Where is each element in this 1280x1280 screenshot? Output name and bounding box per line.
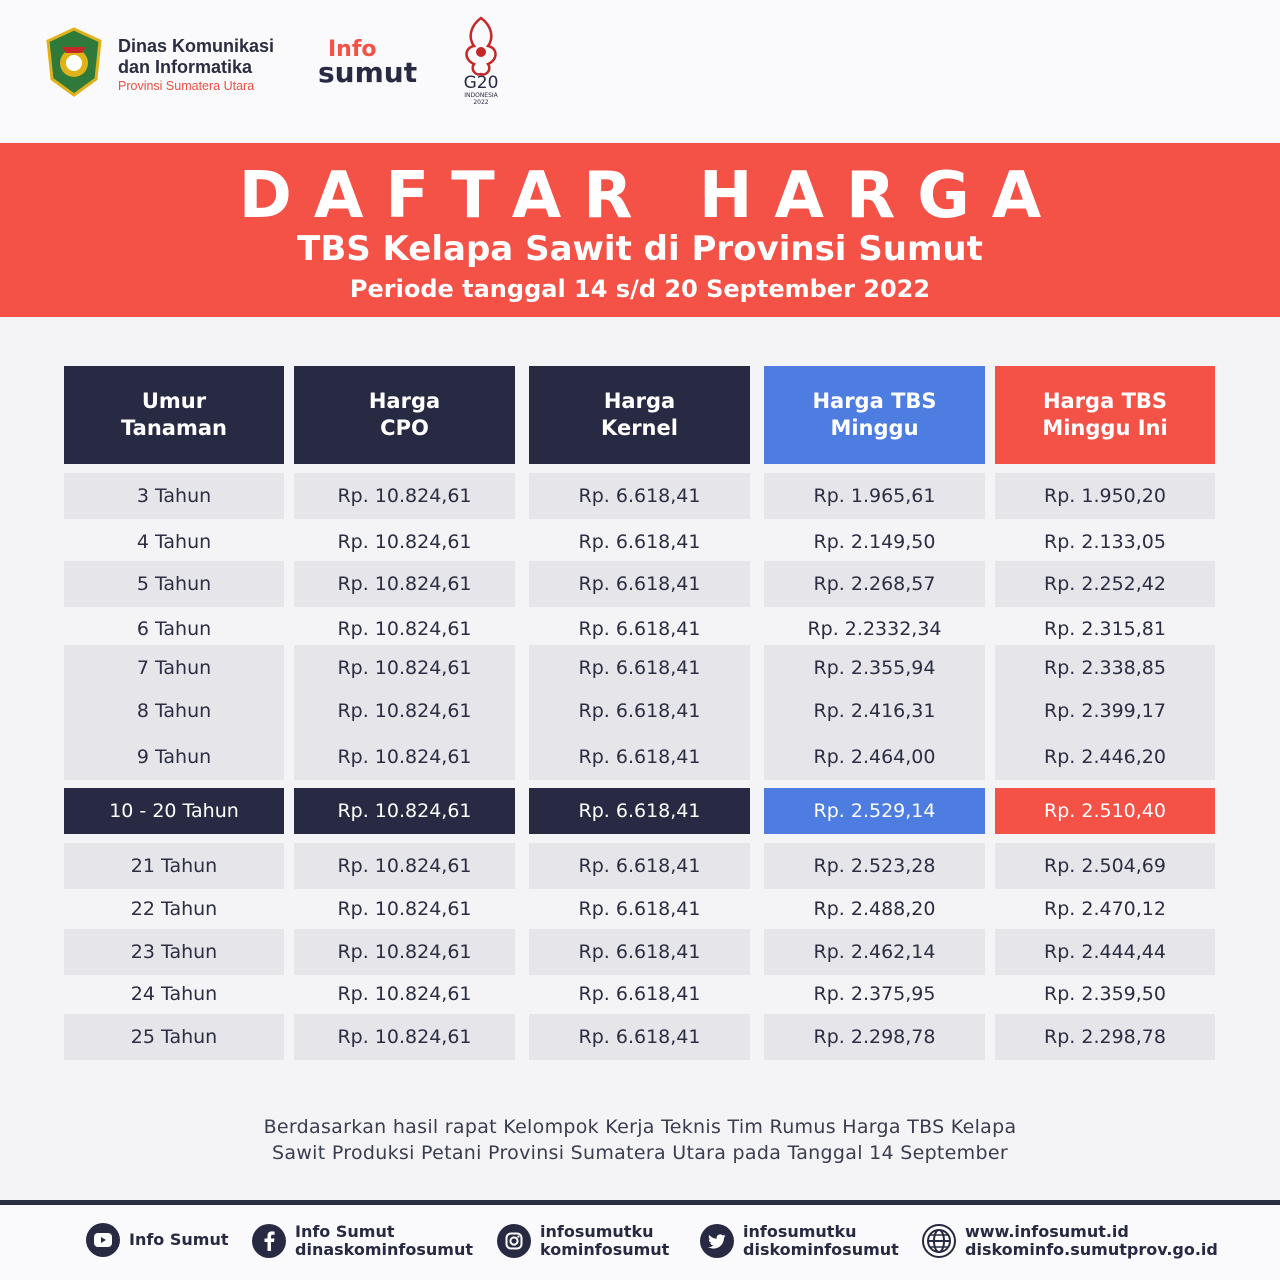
table-cell: Rp. 2.315,81 xyxy=(1044,618,1166,640)
table-cell: Rp. 6.618,41 xyxy=(578,531,701,553)
footer-facebook[interactable] xyxy=(252,1223,473,1259)
table-cell: Rp. 6.618,41 xyxy=(529,688,750,734)
facebook-icon xyxy=(252,1224,286,1258)
footer-youtube[interactable] xyxy=(86,1223,229,1257)
source-note-line1: Berdasarkan hasil rapat Kelompok Kerja Teknis Tim Rumus Harga TBS Kelapa xyxy=(263,1116,1017,1138)
g20-logo xyxy=(450,14,512,106)
source-note-line2: Sawit Produksi Petani Provinsi Sumatera Utara pada Tanggal 14 September xyxy=(272,1142,1008,1164)
table-row xyxy=(60,473,1216,519)
table-row xyxy=(60,788,1216,834)
table-cell: Rp. 6.618,41 xyxy=(578,983,701,1005)
table-cell: Rp. 2.488,20 xyxy=(813,898,936,920)
source-note xyxy=(0,1114,1280,1166)
organization-name xyxy=(118,36,274,93)
table-cell: Rp. 6.618,41 xyxy=(529,929,750,975)
footer-website-line2: diskominfo.sumutprov.go.id xyxy=(965,1240,1218,1259)
table-cell: Rp. 10.824,61 xyxy=(337,983,472,1005)
table-row xyxy=(60,688,1216,734)
footer-twitter[interactable] xyxy=(700,1223,899,1259)
header xyxy=(0,0,1280,142)
table-header xyxy=(60,366,1216,466)
table-cell: Rp. 2.375,95 xyxy=(813,983,936,1005)
header-harga-tbs-minggu: Harga TBS Minggu xyxy=(764,366,985,464)
footer-instagram[interactable] xyxy=(497,1223,669,1259)
table-row xyxy=(60,645,1216,691)
org-name-line2: dan Informatika xyxy=(118,57,253,77)
table-cell: Rp. 1.950,20 xyxy=(995,473,1215,519)
table-cell: 21 Tahun xyxy=(64,843,284,889)
footer-twitter-line2: diskominfosumut xyxy=(743,1240,899,1259)
footer-instagram-line1: infosumutku xyxy=(540,1222,654,1241)
table-cell: Rp. 6.618,41 xyxy=(529,473,750,519)
banner-period: Periode tanggal 14 s/d 20 September 2022 xyxy=(349,275,931,303)
table-cell: Rp. 10.824,61 xyxy=(294,734,515,780)
table-cell: Rp. 10.824,61 xyxy=(294,1014,515,1060)
table-cell: Rp. 10.824,61 xyxy=(337,618,472,640)
banner-subtitle: TBS Kelapa Sawit di Provinsi Sumut xyxy=(297,229,983,269)
table-row xyxy=(60,886,1216,932)
table-cell: 4 Tahun xyxy=(136,531,212,553)
svg-text:G20: G20 xyxy=(463,73,499,93)
footer-facebook-text xyxy=(295,1223,473,1259)
footer-twitter-text xyxy=(743,1223,899,1259)
table-cell: Rp. 10.824,61 xyxy=(337,531,472,553)
table-cell: Rp. 10.824,61 xyxy=(337,898,472,920)
table-cell: Rp. 2.523,28 xyxy=(764,843,985,889)
youtube-icon xyxy=(86,1223,120,1257)
table-cell: Rp. 2.529,14 xyxy=(764,788,985,834)
footer-youtube-label: Info Sumut xyxy=(129,1230,229,1249)
table-cell: Rp. 1.965,61 xyxy=(764,473,985,519)
footer-facebook-line2: dinaskominfosumut xyxy=(295,1240,473,1259)
instagram-icon xyxy=(497,1224,531,1258)
table-cell: Rp. 2.359,50 xyxy=(1044,983,1166,1005)
footer-instagram-line2: kominfosumut xyxy=(540,1240,670,1259)
table-cell: Rp. 2.416,31 xyxy=(764,688,985,734)
footer-facebook-line1: Info Sumut xyxy=(295,1222,395,1241)
provincial-emblem-icon xyxy=(44,27,104,97)
header-harga-cpo: Harga CPO xyxy=(294,366,515,464)
table-cell: Rp. 10.824,61 xyxy=(294,788,515,834)
table-cell: Rp. 10.824,61 xyxy=(294,645,515,691)
table-cell: Rp. 2.298,78 xyxy=(995,1014,1215,1060)
table-cell: Rp. 2.399,17 xyxy=(995,688,1215,734)
table-cell: Rp. 10.824,61 xyxy=(294,843,515,889)
table-cell: Rp. 2.444,44 xyxy=(995,929,1215,975)
table-row xyxy=(60,519,1216,565)
table-cell: 6 Tahun xyxy=(136,618,212,640)
table-cell: Rp. 2.446,20 xyxy=(995,734,1215,780)
org-name-line1: Dinas Komunikasi xyxy=(118,36,275,56)
header-umur-tanaman: Umur Tanaman xyxy=(64,366,284,464)
table-cell: 5 Tahun xyxy=(64,561,284,607)
org-province: Provinsi Sumatera Utara xyxy=(118,79,255,93)
table-row xyxy=(60,843,1216,889)
table-cell: Rp. 6.618,41 xyxy=(529,1014,750,1060)
table-cell: 7 Tahun xyxy=(64,645,284,691)
svg-text:INDONESIA: INDONESIA xyxy=(464,92,498,99)
table-cell: 22 Tahun xyxy=(130,898,218,920)
footer-website-line1: www.infosumut.id xyxy=(965,1222,1129,1241)
table-cell: Rp. 10.824,61 xyxy=(294,473,515,519)
footer-website[interactable] xyxy=(922,1223,1218,1259)
table-cell: Rp. 2.252,42 xyxy=(995,561,1215,607)
globe-icon xyxy=(922,1224,956,1258)
table-row xyxy=(60,1014,1216,1060)
table-row xyxy=(60,734,1216,780)
table-cell: Rp. 6.618,41 xyxy=(529,788,750,834)
table-cell: Rp. 10.824,61 xyxy=(294,929,515,975)
svg-text:Info: Info xyxy=(328,37,377,62)
table-row xyxy=(60,929,1216,975)
table-cell: Rp. 2.462,14 xyxy=(764,929,985,975)
footer-twitter-line1: infosumutku xyxy=(743,1222,857,1241)
table-cell: 24 Tahun xyxy=(130,983,218,1005)
table-cell: Rp. 2.2332,34 xyxy=(807,618,942,640)
svg-text:2022: 2022 xyxy=(473,99,489,106)
table-cell: 10 - 20 Tahun xyxy=(64,788,284,834)
twitter-icon xyxy=(700,1224,734,1258)
banner-title: DAFTAR HARGA xyxy=(238,159,1064,233)
table-cell: Rp. 2.149,50 xyxy=(813,531,936,553)
infosumut-logo xyxy=(318,34,418,88)
header-harga-kernel: Harga Kernel xyxy=(529,366,750,464)
table-row xyxy=(60,971,1216,1017)
table-cell: Rp. 2.133,05 xyxy=(1044,531,1166,553)
table-cell: 23 Tahun xyxy=(64,929,284,975)
table-cell: Rp. 6.618,41 xyxy=(529,734,750,780)
footer-website-text xyxy=(965,1223,1218,1259)
table-cell: Rp. 2.470,12 xyxy=(1044,898,1166,920)
table-cell: Rp. 6.618,41 xyxy=(529,645,750,691)
header-harga-tbs-minggu-ini: Harga TBS Minggu Ini xyxy=(995,366,1215,464)
footer xyxy=(0,1205,1280,1280)
table-cell: 8 Tahun xyxy=(64,688,284,734)
table-cell: Rp. 2.504,69 xyxy=(995,843,1215,889)
table-row xyxy=(60,561,1216,607)
table-cell: Rp. 6.618,41 xyxy=(578,898,701,920)
table-cell: Rp. 2.355,94 xyxy=(764,645,985,691)
table-cell: 9 Tahun xyxy=(64,734,284,780)
table-cell: 3 Tahun xyxy=(64,473,284,519)
svg-text:sumut: sumut xyxy=(318,56,418,88)
table-cell: Rp. 6.618,41 xyxy=(529,843,750,889)
table-cell: Rp. 6.618,41 xyxy=(529,561,750,607)
table-cell: Rp. 10.824,61 xyxy=(294,688,515,734)
title-banner xyxy=(0,143,1280,317)
table-cell: Rp. 2.298,78 xyxy=(764,1014,985,1060)
table-cell: 25 Tahun xyxy=(64,1014,284,1060)
table-cell: Rp. 2.338,85 xyxy=(995,645,1215,691)
table-cell: Rp. 6.618,41 xyxy=(578,618,701,640)
table-cell: Rp. 10.824,61 xyxy=(294,561,515,607)
table-cell: Rp. 2.268,57 xyxy=(764,561,985,607)
table-cell: Rp. 2.464,00 xyxy=(764,734,985,780)
footer-instagram-text xyxy=(540,1223,669,1259)
table-cell: Rp. 2.510,40 xyxy=(995,788,1215,834)
